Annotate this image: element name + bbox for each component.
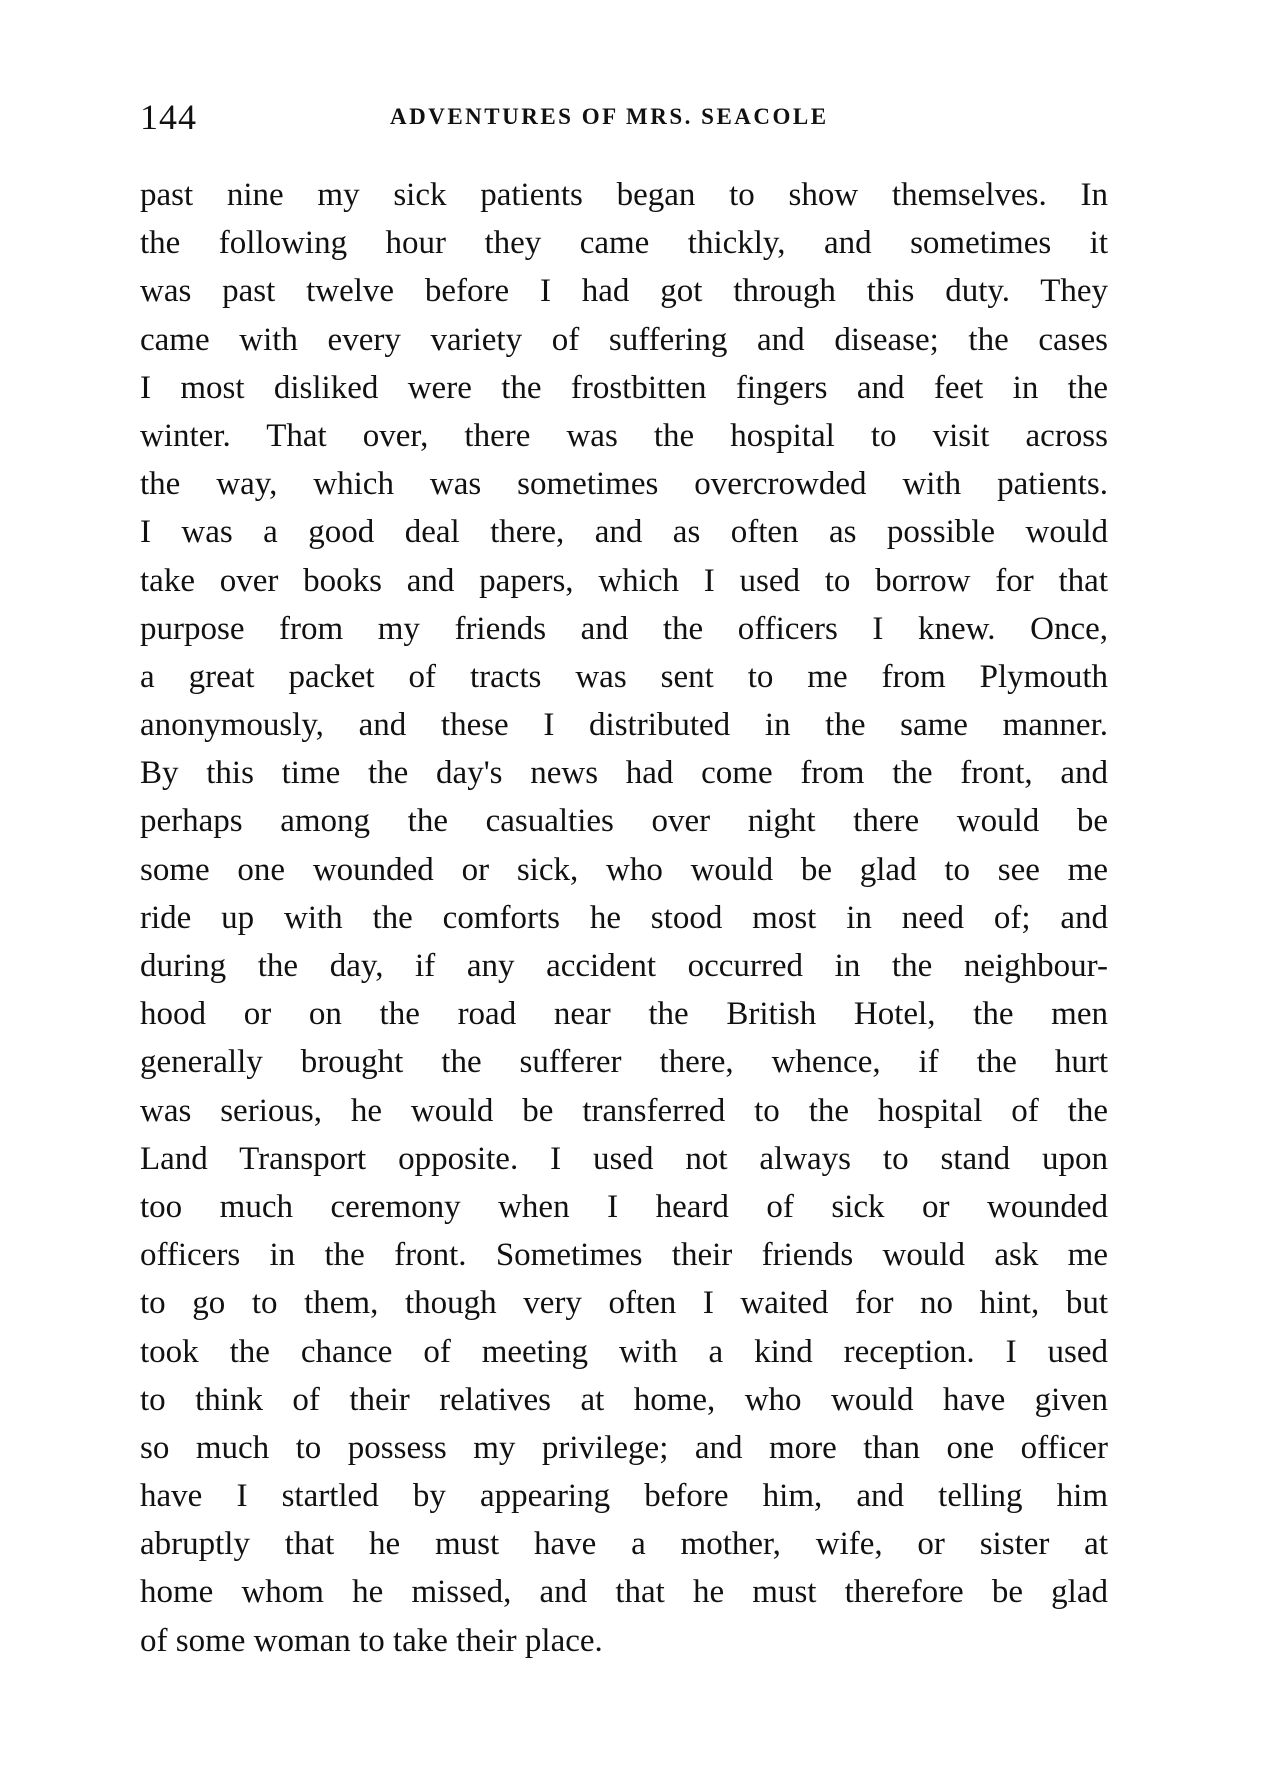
text-line: was past twelve before I had got through this duty. They — [140, 273, 1108, 310]
text-line: some one wounded or sick, who would be glad to see me — [140, 851, 1108, 888]
text-line: I most disliked were the frostbitten fingers and feet in the — [140, 369, 1108, 406]
text-line: too much ceremony when I heard of sick or wounded — [140, 1188, 1108, 1225]
text-line: perhaps among the casualties over night there would be — [140, 803, 1108, 840]
text-line: was serious, he would be transferred to the hospital of the — [140, 1092, 1108, 1129]
text-line: generally brought the sufferer there, whence, if the hurt — [140, 1044, 1108, 1081]
text-line: took the chance of meeting with a kind reception. I used — [140, 1333, 1108, 1370]
text-line: ride up with the comforts he stood most in need of; and — [140, 899, 1108, 936]
text-line: abruptly that he must have a mother, wife, or sister at — [140, 1526, 1108, 1563]
text-line: have I startled by appearing before him, and telling him — [140, 1478, 1108, 1515]
text-line: to go to them, though very often I waited for no hint, but — [140, 1285, 1108, 1322]
text-line: past nine my sick patients began to show themselves. In — [140, 177, 1108, 213]
text-line: during the day, if any accident occurred in the neighbour- — [140, 948, 1108, 984]
text-line: anonymously, and these I distributed in the same manner. — [140, 707, 1108, 744]
running-header — [140, 92, 1108, 142]
text-line: a great packet of tracts was sent to me from Plymouth — [140, 658, 1108, 695]
body-text — [140, 171, 1108, 1665]
text-line: to think of their relatives at home, who would have given — [140, 1381, 1108, 1418]
text-line: the following hour they came thickly, and sometimes it — [140, 225, 1108, 262]
text-line: hood or on the road near the British Hotel, the men — [140, 996, 1108, 1033]
text-line: so much to possess my privilege; and more than one officer — [140, 1429, 1108, 1466]
text-line: Land Transport opposite. I used not always to stand upon — [140, 1140, 1108, 1177]
page-number: 144 — [140, 97, 197, 137]
text-line: of some woman to take their place. — [140, 1622, 603, 1659]
text-line: I was a good deal there, and as often as possible would — [140, 514, 1108, 551]
text-line: take over books and papers, which I used to borrow for that — [140, 562, 1108, 599]
text-line: officers in the front. Sometimes their friends would ask me — [140, 1237, 1108, 1274]
text-line: By this time the day's news had come from the front, and — [140, 755, 1108, 792]
text-line: came with every variety of suffering and disease; the cases — [140, 321, 1108, 358]
text-line: home whom he missed, and that he must therefore be glad — [140, 1574, 1108, 1611]
running-title: ADVENTURES OF MRS. SEACOLE — [390, 104, 829, 129]
text-line: winter. That over, there was the hospital to visit across — [140, 417, 1108, 454]
text-line: purpose from my friends and the officers I knew. Once, — [140, 610, 1108, 647]
text-line: the way, which was sometimes overcrowded with patients. — [140, 466, 1108, 503]
